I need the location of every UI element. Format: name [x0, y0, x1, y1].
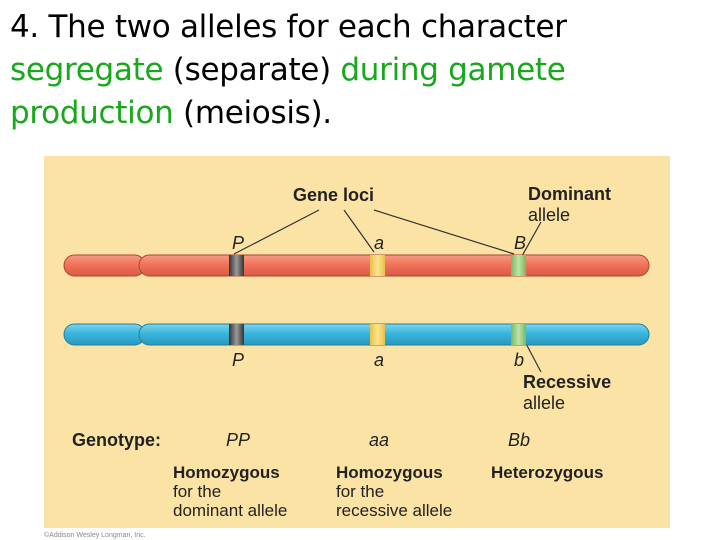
heading-suffix: (meiosis). [173, 95, 332, 131]
locus-p-bottom [229, 324, 244, 345]
locus-a-bottom [370, 324, 385, 345]
genotype-pp: PP [226, 430, 251, 450]
genotype-bb: Bb [508, 430, 531, 450]
pointer-line-a [344, 210, 374, 252]
allele-label-top-a: a [374, 233, 385, 253]
chromosome-bottom-long-arm [139, 324, 649, 345]
dominant-label: Dominant [528, 184, 611, 204]
desc-pp-line1: Homozygous [173, 463, 280, 482]
locus-b-top [511, 255, 526, 276]
allele-label-top-b: B [514, 233, 527, 253]
locus-b-bottom [511, 324, 526, 345]
chromosome-paternal [64, 324, 649, 345]
allele-label-top-p: P [232, 233, 245, 253]
chromosome-top-short-arm [64, 255, 145, 276]
heading-middle: (separate) [163, 52, 341, 88]
pointer-line-b [374, 210, 514, 254]
allele-label-bottom-b: b [514, 350, 525, 370]
genetics-diagram-panel [44, 156, 670, 528]
desc-bb-line1: Heterozygous [491, 463, 604, 482]
recessive-allele-word: allele [523, 393, 566, 413]
heading-prefix: 4. The two alleles for each character [10, 9, 567, 45]
locus-a-top [370, 255, 385, 276]
copyright-notice: ©Addison Wesley Longman, Inc. [44, 532, 146, 539]
desc-pp-line3: dominant allele [173, 501, 288, 520]
gene-loci-pointers [234, 210, 541, 372]
recessive-label: Recessive [523, 372, 612, 392]
pointer-line-p [234, 210, 319, 254]
desc-aa-line2: for the [336, 482, 385, 501]
heading-gamete-production: during gamete production [10, 52, 566, 131]
desc-pp-line2: for the [173, 482, 222, 501]
genotype-label: Genotype: [72, 430, 162, 450]
desc-aa-line3: recessive allele [336, 501, 453, 520]
gene-loci-label: Gene loci [293, 185, 375, 205]
desc-aa-line1: Homozygous [336, 463, 443, 482]
allele-label-bottom-a: a [374, 350, 385, 370]
genotype-aa: aa [369, 430, 390, 450]
heading-segregate: segregate [10, 52, 164, 88]
slide-heading [10, 6, 710, 135]
chromosome-maternal [64, 255, 649, 276]
dominant-allele-word: allele [528, 205, 571, 225]
allele-label-bottom-p: P [232, 350, 245, 370]
chromosome-top-long-arm [139, 255, 649, 276]
chromosome-bottom-short-arm [64, 324, 145, 345]
locus-p-top [229, 255, 244, 276]
